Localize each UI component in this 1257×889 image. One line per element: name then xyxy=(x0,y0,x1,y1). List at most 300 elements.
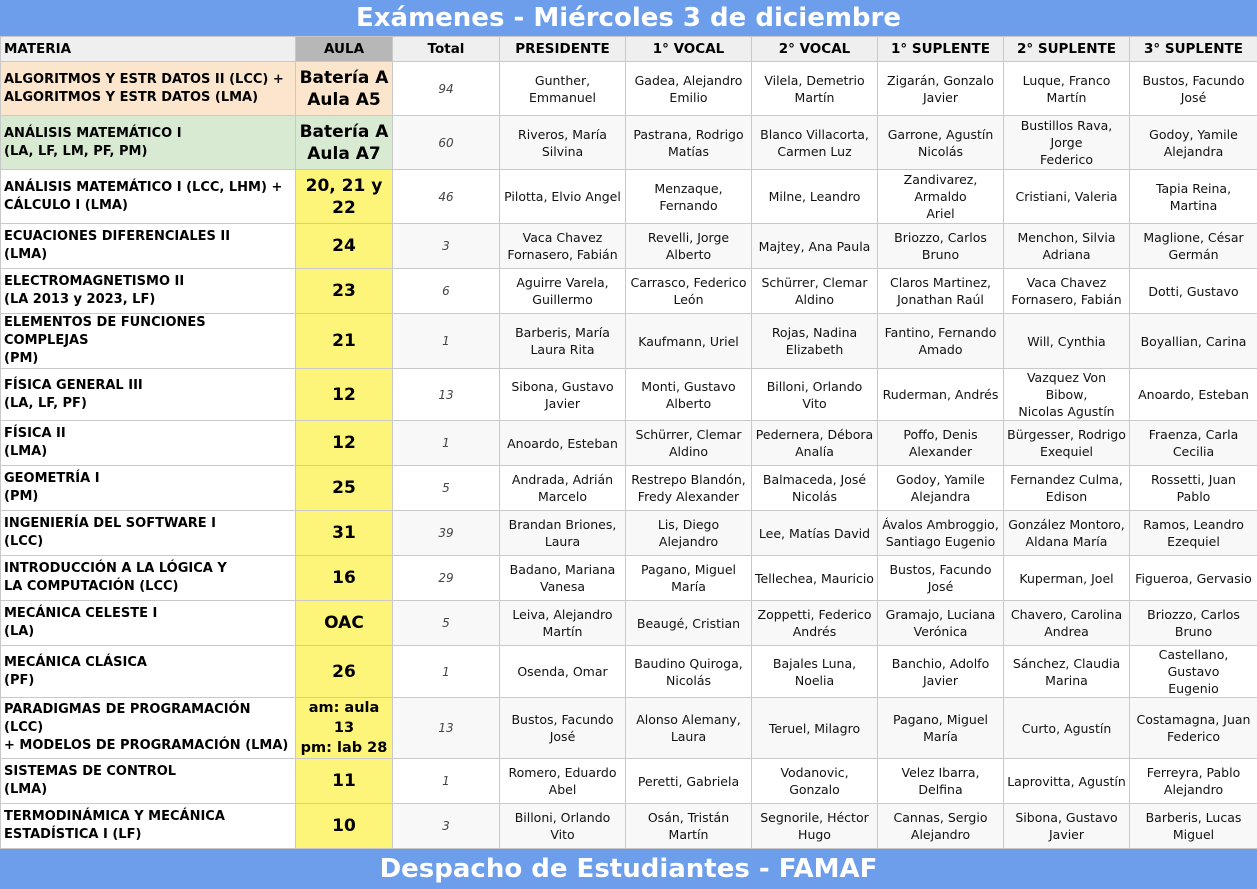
suplente-1-cell-line-2: María xyxy=(881,728,1000,745)
suplente-1-cell-line-2: Javier xyxy=(881,89,1000,106)
aula-cell xyxy=(296,269,393,314)
aula-cell-line-1: 25 xyxy=(299,477,389,499)
suplente-2-cell-line-1: Sibona, Gustavo xyxy=(1007,809,1126,826)
suplente-3-cell xyxy=(1130,421,1257,466)
materia-cell-line-2: (LA) xyxy=(4,623,292,641)
presidente-cell-line-1: Bustos, Facundo xyxy=(503,711,622,728)
aula-cell xyxy=(296,556,393,601)
aula-cell-line-1: 26 xyxy=(299,661,389,683)
suplente-2-cell-line-1: Luque, Franco xyxy=(1007,72,1126,89)
suplente-1-cell-line-2: Alejandro xyxy=(881,826,1000,843)
table-row xyxy=(1,804,1257,849)
suplente-3-cell-line-1: Castellano, Gustavo xyxy=(1133,646,1254,680)
vocal-1-cell-line-2: Alberto xyxy=(629,246,748,263)
presidente-cell xyxy=(500,556,626,601)
suplente-3-cell xyxy=(1130,369,1257,421)
total-cell: 13 xyxy=(393,698,500,759)
suplente-3-cell xyxy=(1130,314,1257,369)
materia-cell xyxy=(1,224,296,269)
vocal-1-cell xyxy=(626,369,752,421)
total-cell: 13 xyxy=(393,369,500,421)
materia-cell-line-2: LA COMPUTACIÓN (LCC) xyxy=(4,578,292,596)
suplente-3-cell-line-1: Briozzo, Carlos xyxy=(1133,606,1254,623)
vocal-2-cell-line-1: Lee, Matías David xyxy=(755,525,874,542)
presidente-cell xyxy=(500,759,626,804)
presidente-cell-line-2: Guillermo xyxy=(503,291,622,308)
vocal-2-cell xyxy=(752,62,878,116)
presidente-cell xyxy=(500,314,626,369)
materia-cell xyxy=(1,646,296,698)
vocal-1-cell xyxy=(626,601,752,646)
suplente-3-cell xyxy=(1130,116,1257,170)
vocal-1-cell-line-1: Osán, Tristán Martín xyxy=(629,809,748,843)
suplente-2-cell xyxy=(1004,224,1130,269)
aula-cell xyxy=(296,170,393,224)
vocal-2-cell xyxy=(752,466,878,511)
suplente-3-cell-line-1: Tapia Reina, Martina xyxy=(1133,180,1254,214)
table-row xyxy=(1,759,1257,804)
suplente-3-cell xyxy=(1130,224,1257,269)
materia-cell-line-1: FÍSICA II xyxy=(4,425,292,443)
suplente-3-cell-line-2: Eugenio xyxy=(1133,680,1254,697)
vocal-2-cell-line-2: Carmen Luz xyxy=(755,143,874,160)
materia-cell-line-1: INGENIERÍA DEL SOFTWARE I xyxy=(4,515,292,533)
aula-cell xyxy=(296,369,393,421)
materia-cell-line-2: CÁLCULO I (LMA) xyxy=(4,197,292,215)
presidente-cell xyxy=(500,698,626,759)
vocal-1-cell-line-2: León xyxy=(629,291,748,308)
vocal-1-cell xyxy=(626,556,752,601)
suplente-1-cell-line-1: Claros Martinez, xyxy=(881,274,1000,291)
table-row xyxy=(1,314,1257,369)
aula-cell xyxy=(296,62,393,116)
presidente-cell-line-1: Gunther, Emmanuel xyxy=(503,72,622,106)
suplente-2-cell-line-1: Kuperman, Joel xyxy=(1007,570,1126,587)
presidente-cell-line-1: Romero, Eduardo xyxy=(503,764,622,781)
table-row xyxy=(1,466,1257,511)
presidente-cell-line-1: Leiva, Alejandro xyxy=(503,606,622,623)
total-cell: 1 xyxy=(393,421,500,466)
presidente-cell-line-1: Billoni, Orlando Vito xyxy=(503,809,622,843)
suplente-1-cell-line-1: Ruderman, Andrés xyxy=(881,386,1000,403)
suplente-2-cell-line-2: Martín xyxy=(1007,89,1126,106)
aula-cell-line-1: 11 xyxy=(299,770,389,792)
aula-cell-line-1: 12 xyxy=(299,384,389,406)
materia-cell-line-1: ANÁLISIS MATEMÁTICO I xyxy=(4,125,292,143)
vocal-2-cell xyxy=(752,421,878,466)
presidente-cell-line-1: Brandan Briones, xyxy=(503,516,622,533)
suplente-1-cell xyxy=(878,116,1004,170)
presidente-cell-line-1: Pilotta, Elvio Angel xyxy=(503,188,622,205)
vocal-2-cell-line-1: Tellechea, Mauricio xyxy=(755,570,874,587)
aula-cell xyxy=(296,421,393,466)
aula-cell xyxy=(296,224,393,269)
aula-cell-line-2: pm: lab 28 xyxy=(299,738,389,758)
suplente-3-cell-line-2: Ezequiel xyxy=(1133,533,1254,550)
page-title: Exámenes - Miércoles 3 de diciembre xyxy=(356,3,901,33)
materia-cell-line-1: MECÁNICA CLÁSICA xyxy=(4,654,292,672)
suplente-2-cell xyxy=(1004,511,1130,556)
suplente-1-cell-line-2: Jonathan Raúl xyxy=(881,291,1000,308)
presidente-cell-line-1: Barberis, María xyxy=(503,324,622,341)
materia-cell-line-1: SISTEMAS DE CONTROL xyxy=(4,763,292,781)
suplente-1-cell-line-1: Zandivarez, Armaldo xyxy=(881,171,1000,205)
presidente-cell-line-2: Laura Rita xyxy=(503,341,622,358)
suplente-2-cell xyxy=(1004,759,1130,804)
materia-cell xyxy=(1,314,296,369)
vocal-1-cell xyxy=(626,170,752,224)
vocal-2-cell xyxy=(752,369,878,421)
aula-cell-line-2: Aula A7 xyxy=(299,143,389,165)
vocal-1-cell-line-1: Kaufmann, Uriel xyxy=(629,333,748,350)
aula-cell-line-1: 31 xyxy=(299,522,389,544)
suplente-1-cell-line-1: Zigarán, Gonzalo xyxy=(881,72,1000,89)
total-cell: 5 xyxy=(393,466,500,511)
suplente-1-cell-line-2: Alexander xyxy=(881,443,1000,460)
suplente-1-cell xyxy=(878,170,1004,224)
suplente-3-cell xyxy=(1130,511,1257,556)
suplente-1-cell xyxy=(878,314,1004,369)
materia-cell-line-2: (PM) xyxy=(4,488,292,506)
presidente-cell xyxy=(500,269,626,314)
aula-cell xyxy=(296,698,393,759)
vocal-2-cell xyxy=(752,759,878,804)
aula-cell-line-1: Batería A xyxy=(299,121,389,143)
table-row xyxy=(1,269,1257,314)
vocal-1-cell-line-1: Beaugé, Cristian xyxy=(629,615,748,632)
presidente-cell-line-1: Badano, Mariana xyxy=(503,561,622,578)
suplente-3-cell-line-1: Ramos, Leandro xyxy=(1133,516,1254,533)
suplente-2-cell xyxy=(1004,421,1130,466)
total-cell: 1 xyxy=(393,759,500,804)
materia-cell xyxy=(1,170,296,224)
total-cell: 1 xyxy=(393,314,500,369)
suplente-1-cell-line-2: Santiago Eugenio xyxy=(881,533,1000,550)
suplente-3-cell-line-2: Bruno xyxy=(1133,623,1254,640)
table-row xyxy=(1,62,1257,116)
suplente-2-cell-line-1: Curto, Agustín xyxy=(1007,720,1126,737)
suplente-2-cell xyxy=(1004,646,1130,698)
vocal-2-cell-line-1: Segnorile, Héctor xyxy=(755,809,874,826)
suplente-2-cell-line-2: Edison xyxy=(1007,488,1126,505)
aula-cell xyxy=(296,646,393,698)
vocal-1-cell-line-1: Carrasco, Federico xyxy=(629,274,748,291)
vocal-2-cell xyxy=(752,556,878,601)
vocal-1-cell-line-1: Pagano, Miguel xyxy=(629,561,748,578)
vocal-1-cell-line-1: Monti, Gustavo xyxy=(629,378,748,395)
aula-cell-line-1: 24 xyxy=(299,235,389,257)
suplente-3-cell-line-1: Ferreyra, Pablo xyxy=(1133,764,1254,781)
vocal-2-cell xyxy=(752,698,878,759)
vocal-2-cell xyxy=(752,116,878,170)
presidente-cell-line-2: Martín xyxy=(503,623,622,640)
suplente-1-cell-line-2: Alejandra xyxy=(881,488,1000,505)
presidente-cell-line-1: Anoardo, Esteban xyxy=(503,435,622,452)
total-cell: 94 xyxy=(393,62,500,116)
suplente-1-cell-line-2: Amado xyxy=(881,341,1000,358)
total-cell: 3 xyxy=(393,804,500,849)
aula-cell xyxy=(296,804,393,849)
suplente-1-cell xyxy=(878,556,1004,601)
suplente-1-cell xyxy=(878,224,1004,269)
suplente-2-cell-line-1: Vaca Chavez xyxy=(1007,274,1126,291)
vocal-1-cell-line-2: Alberto xyxy=(629,395,748,412)
header-suplente-1: 1° SUPLENTE xyxy=(878,37,1004,62)
suplente-2-cell-line-2: Aldana María xyxy=(1007,533,1126,550)
footer-text: Despacho de Estudiantes - FAMAF xyxy=(380,854,878,884)
header-suplente-2: 2° SUPLENTE xyxy=(1004,37,1130,62)
suplente-1-cell xyxy=(878,698,1004,759)
total-cell: 1 xyxy=(393,646,500,698)
total-cell: 39 xyxy=(393,511,500,556)
vocal-1-cell xyxy=(626,314,752,369)
suplente-3-cell xyxy=(1130,556,1257,601)
vocal-1-cell-line-1: Baudino Quiroga, xyxy=(629,655,748,672)
aula-cell xyxy=(296,314,393,369)
presidente-cell-line-2: Fornasero, Fabián xyxy=(503,246,622,263)
vocal-1-cell xyxy=(626,759,752,804)
aula-cell-line-2: Aula A5 xyxy=(299,89,389,111)
suplente-2-cell-line-1: Vazquez Von Bibow, xyxy=(1007,369,1126,403)
suplente-2-cell xyxy=(1004,62,1130,116)
total-cell: 46 xyxy=(393,170,500,224)
aula-cell xyxy=(296,759,393,804)
vocal-1-cell xyxy=(626,269,752,314)
presidente-cell-line-2: José xyxy=(503,728,622,745)
suplente-1-cell-line-1: Banchio, Adolfo xyxy=(881,655,1000,672)
suplente-3-cell xyxy=(1130,646,1257,698)
total-cell: 29 xyxy=(393,556,500,601)
presidente-cell-line-2: Javier xyxy=(503,395,622,412)
vocal-2-cell-line-1: Zoppetti, Federico xyxy=(755,606,874,623)
suplente-3-cell xyxy=(1130,759,1257,804)
aula-cell-line-2: 22 xyxy=(299,197,389,219)
suplente-2-cell-line-2: Fornasero, Fabián xyxy=(1007,291,1126,308)
suplente-3-cell-line-2: José xyxy=(1133,89,1254,106)
suplente-2-cell-line-1: González Montoro, xyxy=(1007,516,1126,533)
table-row xyxy=(1,421,1257,466)
vocal-1-cell xyxy=(626,224,752,269)
suplente-1-cell-line-1: Velez Ibarra, Delfina xyxy=(881,764,1000,798)
aula-cell-line-1: 16 xyxy=(299,567,389,589)
materia-cell xyxy=(1,369,296,421)
aula-cell-line-1: am: aula 13 xyxy=(299,698,389,738)
vocal-1-cell-line-2: Laura xyxy=(629,728,748,745)
aula-cell xyxy=(296,466,393,511)
vocal-1-cell-line-1: Menzaque, xyxy=(629,180,748,197)
vocal-2-cell-line-2: Elizabeth xyxy=(755,341,874,358)
presidente-cell-line-2: Marcelo xyxy=(503,488,622,505)
vocal-2-cell xyxy=(752,601,878,646)
vocal-1-cell-line-2: Fredy Alexander xyxy=(629,488,748,505)
vocal-2-cell xyxy=(752,511,878,556)
suplente-2-cell-line-2: Andrea xyxy=(1007,623,1126,640)
suplente-2-cell xyxy=(1004,466,1130,511)
suplente-1-cell-line-2: Javier xyxy=(881,672,1000,689)
materia-cell xyxy=(1,804,296,849)
vocal-1-cell-line-2: Fernando xyxy=(629,197,748,214)
materia-cell-line-1: ELECTROMAGNETISMO II xyxy=(4,273,292,291)
suplente-3-cell-line-2: Federico xyxy=(1133,728,1254,745)
vocal-2-cell-line-2: Martín xyxy=(755,89,874,106)
presidente-cell-line-2: Vanesa xyxy=(503,578,622,595)
exam-schedule-table xyxy=(0,36,1257,849)
total-cell: 3 xyxy=(393,224,500,269)
materia-cell xyxy=(1,421,296,466)
suplente-2-cell-line-2: Exequiel xyxy=(1007,443,1126,460)
vocal-2-cell-line-1: Rojas, Nadina xyxy=(755,324,874,341)
vocal-1-cell-line-1: Alonso Alemany, xyxy=(629,711,748,728)
vocal-1-cell xyxy=(626,804,752,849)
table-row xyxy=(1,601,1257,646)
header-materia: MATERIA xyxy=(1,37,296,62)
presidente-cell xyxy=(500,170,626,224)
suplente-2-cell-line-2: Javier xyxy=(1007,826,1126,843)
suplente-1-cell-line-1: Ávalos Ambroggio, xyxy=(881,516,1000,533)
vocal-1-cell xyxy=(626,511,752,556)
vocal-2-cell-line-1: Schürrer, Clemar xyxy=(755,274,874,291)
presidente-cell xyxy=(500,601,626,646)
vocal-1-cell-line-2: Nicolás xyxy=(629,672,748,689)
suplente-2-cell xyxy=(1004,369,1130,421)
materia-cell-line-2: (LA, LF, PF) xyxy=(4,395,292,413)
presidente-cell xyxy=(500,511,626,556)
materia-cell xyxy=(1,466,296,511)
suplente-2-cell-line-1: Laprovitta, Agustín xyxy=(1007,773,1126,790)
suplente-3-cell-line-1: Bustos, Facundo xyxy=(1133,72,1254,89)
presidente-cell-line-1: Vaca Chavez xyxy=(503,229,622,246)
aula-cell xyxy=(296,116,393,170)
materia-cell-line-2: (LMA) xyxy=(4,246,292,264)
suplente-3-cell xyxy=(1130,269,1257,314)
presidente-cell xyxy=(500,62,626,116)
suplente-1-cell-line-1: Cannas, Sergio xyxy=(881,809,1000,826)
suplente-1-cell xyxy=(878,62,1004,116)
materia-cell-line-1: GEOMETRÍA I xyxy=(4,470,292,488)
table-row xyxy=(1,224,1257,269)
suplente-2-cell-line-1: Fernandez Culma, xyxy=(1007,471,1126,488)
footer-banner xyxy=(0,849,1257,889)
suplente-2-cell-line-1: Bustillos Rava, Jorge xyxy=(1007,117,1126,151)
header-vocal-2: 2° VOCAL xyxy=(752,37,878,62)
suplente-1-cell-line-1: Pagano, Miguel xyxy=(881,711,1000,728)
suplente-2-cell-line-1: Sánchez, Claudia xyxy=(1007,655,1126,672)
vocal-2-cell-line-1: Bajales Luna, Noelia xyxy=(755,655,874,689)
suplente-2-cell xyxy=(1004,269,1130,314)
vocal-2-cell-line-1: Majtey, Ana Paula xyxy=(755,238,874,255)
suplente-1-cell-line-1: Gramajo, Luciana xyxy=(881,606,1000,623)
suplente-3-cell-line-2: Alejandro xyxy=(1133,781,1254,798)
suplente-1-cell-line-1: Briozzo, Carlos xyxy=(881,229,1000,246)
aula-cell-line-1: 20, 21 y xyxy=(299,175,389,197)
total-cell: 60 xyxy=(393,116,500,170)
suplente-2-cell-line-1: Chavero, Carolina xyxy=(1007,606,1126,623)
vocal-2-cell xyxy=(752,314,878,369)
materia-cell-line-2: (LA 2013 y 2023, LF) xyxy=(4,291,292,309)
table-row xyxy=(1,511,1257,556)
materia-cell-line-2: ESTADÍSTICA I (LF) xyxy=(4,826,292,844)
suplente-3-cell-line-2: Alejandra xyxy=(1133,143,1254,160)
suplente-1-cell xyxy=(878,421,1004,466)
materia-cell xyxy=(1,698,296,759)
vocal-1-cell xyxy=(626,698,752,759)
aula-cell-line-1: 21 xyxy=(299,330,389,352)
suplente-2-cell-line-1: Will, Cynthia xyxy=(1007,333,1126,350)
suplente-1-cell-line-2: Verónica xyxy=(881,623,1000,640)
materia-cell-line-2: ALGORITMOS Y ESTR DATOS (LMA) xyxy=(4,89,292,107)
materia-cell-line-1: ANÁLISIS MATEMÁTICO I (LCC, LHM) + xyxy=(4,179,292,197)
vocal-1-cell-line-2: Matías xyxy=(629,143,748,160)
suplente-1-cell-line-2: José xyxy=(881,578,1000,595)
suplente-3-cell-line-1: Rossetti, Juan Pablo xyxy=(1133,471,1254,505)
header-vocal-1: 1° VOCAL xyxy=(626,37,752,62)
table-row xyxy=(1,116,1257,170)
presidente-cell xyxy=(500,369,626,421)
suplente-2-cell xyxy=(1004,601,1130,646)
vocal-1-cell-line-1: Schürrer, Clemar xyxy=(629,426,748,443)
presidente-cell xyxy=(500,466,626,511)
vocal-1-cell-line-1: Pastrana, Rodrigo xyxy=(629,126,748,143)
presidente-cell-line-1: Aguirre Varela, xyxy=(503,274,622,291)
suplente-3-cell-line-1: Anoardo, Esteban xyxy=(1133,386,1254,403)
vocal-2-cell-line-2: Andrés xyxy=(755,623,874,640)
materia-cell xyxy=(1,601,296,646)
vocal-2-cell-line-1: Vodanovic, Gonzalo xyxy=(755,764,874,798)
suplente-2-cell-line-1: Bürgesser, Rodrigo xyxy=(1007,426,1126,443)
suplente-1-cell xyxy=(878,601,1004,646)
materia-cell xyxy=(1,62,296,116)
suplente-2-cell xyxy=(1004,314,1130,369)
suplente-3-cell xyxy=(1130,62,1257,116)
vocal-2-cell xyxy=(752,804,878,849)
presidente-cell-line-2: Abel xyxy=(503,781,622,798)
suplente-2-cell-line-2: Nicolas Agustín xyxy=(1007,403,1126,420)
materia-cell xyxy=(1,556,296,601)
vocal-1-cell xyxy=(626,62,752,116)
vocal-1-cell-line-2: María xyxy=(629,578,748,595)
vocal-1-cell-line-2: Emilio xyxy=(629,89,748,106)
table-row xyxy=(1,369,1257,421)
materia-cell-line-1: ELEMENTOS DE FUNCIONES COMPLEJAS xyxy=(4,314,292,350)
suplente-2-cell xyxy=(1004,116,1130,170)
presidente-cell-line-1: Andrada, Adrián xyxy=(503,471,622,488)
suplente-3-cell-line-2: Cecilia xyxy=(1133,443,1254,460)
materia-cell-line-1: FÍSICA GENERAL III xyxy=(4,377,292,395)
vocal-2-cell-line-2: Analía xyxy=(755,443,874,460)
suplente-2-cell-line-2: Marina xyxy=(1007,672,1126,689)
suplente-3-cell-line-1: Godoy, Yamile xyxy=(1133,126,1254,143)
vocal-2-cell-line-1: Milne, Leandro xyxy=(755,188,874,205)
presidente-cell xyxy=(500,224,626,269)
suplente-2-cell xyxy=(1004,170,1130,224)
aula-cell-line-1: 12 xyxy=(299,432,389,454)
presidente-cell xyxy=(500,804,626,849)
suplente-3-cell xyxy=(1130,698,1257,759)
suplente-1-cell xyxy=(878,759,1004,804)
materia-cell xyxy=(1,511,296,556)
vocal-2-cell xyxy=(752,170,878,224)
vocal-1-cell-line-1: Lis, Diego Alejandro xyxy=(629,516,748,550)
aula-cell xyxy=(296,601,393,646)
header-suplente-3: 3° SUPLENTE xyxy=(1130,37,1257,62)
presidente-cell xyxy=(500,421,626,466)
aula-cell-line-1: Batería A xyxy=(299,67,389,89)
materia-cell-line-2: + MODELOS DE PROGRAMACIÓN (LMA) xyxy=(4,737,292,755)
suplente-3-cell-line-1: Dotti, Gustavo xyxy=(1133,283,1254,300)
vocal-2-cell xyxy=(752,269,878,314)
suplente-3-cell-line-1: Figueroa, Gervasio xyxy=(1133,570,1254,587)
suplente-2-cell xyxy=(1004,804,1130,849)
